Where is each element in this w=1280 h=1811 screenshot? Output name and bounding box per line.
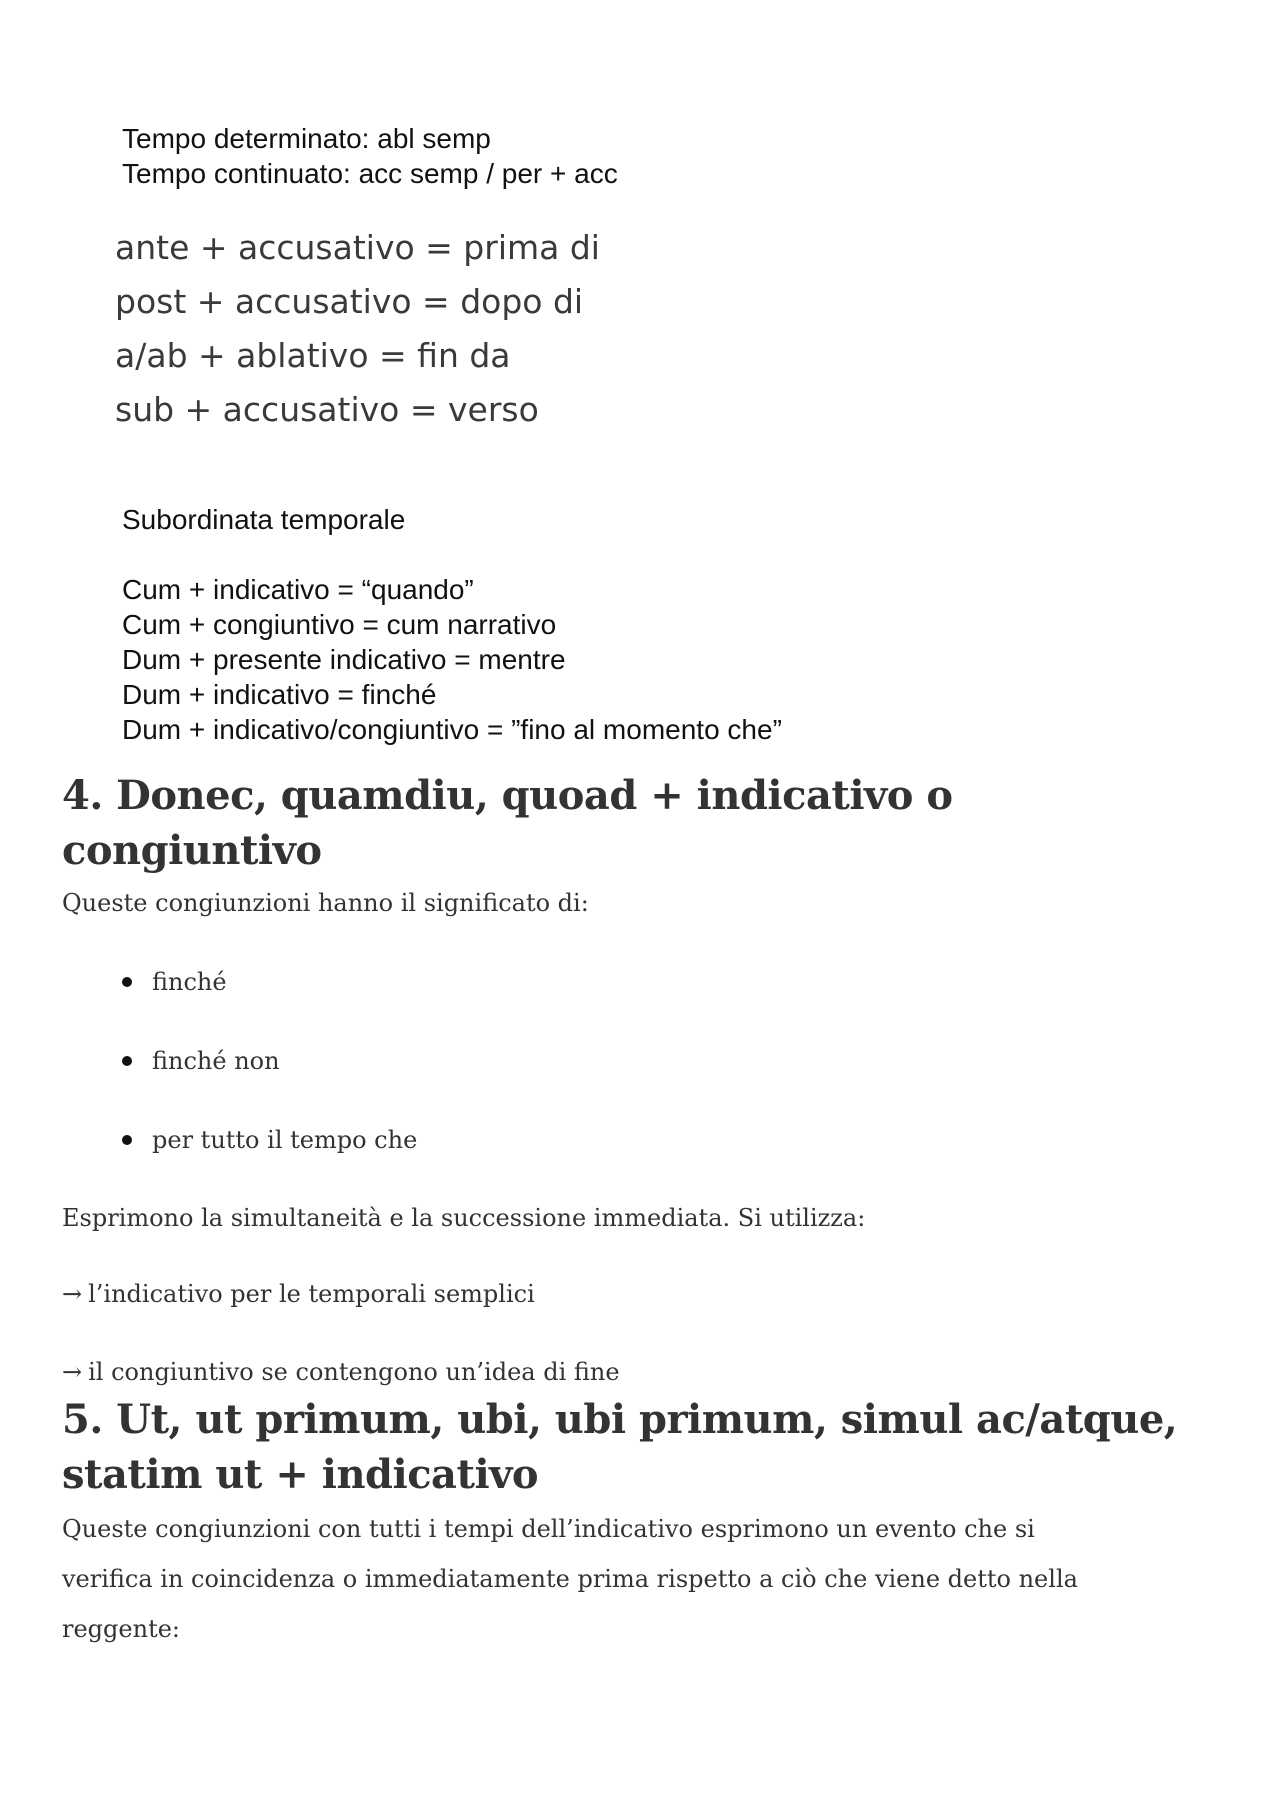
rule-line: Dum + indicativo = finché <box>122 679 437 710</box>
subordinata-rules <box>122 572 782 747</box>
preposition-line: sub + accusativo = verso <box>115 390 539 429</box>
section-4-heading-line2: congiuntivo <box>62 827 322 874</box>
bullet-icon <box>122 1056 132 1066</box>
section-5-heading-line1: 5. Ut, ut primum, ubi, ubi primum, simul ac/atque, <box>62 1396 1178 1443</box>
list-item <box>122 1036 417 1115</box>
body-line: verifica in coincidenza o immediatamente prima rispetto a ciò che viene detto nella <box>62 1565 1078 1593</box>
list-item-text: finché non <box>152 1047 280 1075</box>
subordinata-title-text: Subordinata temporale <box>122 504 406 535</box>
section-5-body <box>62 1504 1212 1654</box>
note-line: Tempo continuato: acc semp / per + acc <box>122 158 618 189</box>
prepositions-list <box>115 221 600 437</box>
section-4-intro: Queste congiunzioni hanno il significato di: <box>62 889 589 917</box>
bullet-icon <box>122 977 132 987</box>
section-5-heading-line2: statim ut + indicativo <box>62 1451 539 1498</box>
list-item <box>122 1115 417 1194</box>
rule-line: Cum + congiuntivo = cum narrativo <box>122 609 557 640</box>
subordinata-title <box>122 502 405 537</box>
rule-line: Dum + indicativo/congiuntivo = ”fino al momento che” <box>122 714 782 745</box>
section-4-heading <box>62 768 1212 878</box>
section-5-heading <box>62 1392 1212 1502</box>
preposition-line: post + accusativo = dopo di <box>115 282 584 321</box>
handwritten-notes-top <box>122 121 618 191</box>
section-4-heading-line1: 4. Donec, quamdiu, quoad + indicativo o <box>62 772 953 819</box>
arrow-item-text: l’indicativo per le temporali semplici <box>88 1280 535 1308</box>
arrow-item-text: il congiuntivo se contengono un’idea di fine <box>88 1358 620 1386</box>
arrow-item <box>62 1358 620 1386</box>
section-4-summary: Esprimono la simultaneità e la successione immediata. Si utilizza: <box>62 1204 866 1232</box>
list-item-text: finché <box>152 968 227 996</box>
rule-line: Cum + indicativo = “quando” <box>122 574 474 605</box>
arrow-item <box>62 1280 535 1308</box>
preposition-line: ante + accusativo = prima di <box>115 228 600 267</box>
note-line: Tempo determinato: abl semp <box>122 123 491 154</box>
section-4-bullet-list <box>122 957 417 1194</box>
body-line: reggente: <box>62 1615 180 1643</box>
preposition-line: a/ab + ablativo = fin da <box>115 336 511 375</box>
arrow-right-icon: → <box>62 1280 83 1308</box>
bullet-icon <box>122 1135 132 1145</box>
list-item-text: per tutto il tempo che <box>152 1126 418 1154</box>
list-item <box>122 957 417 1036</box>
arrow-right-icon: → <box>62 1358 83 1386</box>
rule-line: Dum + presente indicativo = mentre <box>122 644 566 675</box>
body-line: Queste congiunzioni con tutti i tempi dell’indicativo esprimono un evento che si <box>62 1515 1035 1543</box>
